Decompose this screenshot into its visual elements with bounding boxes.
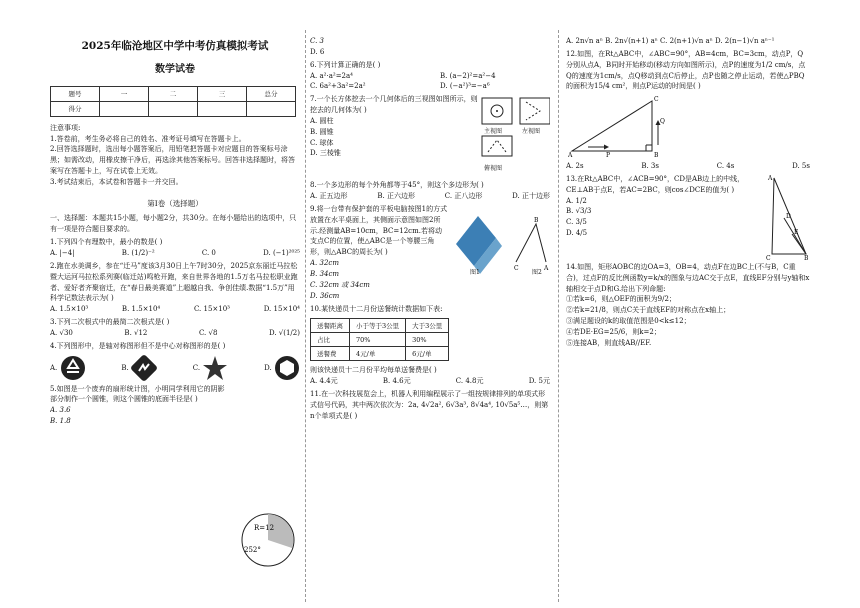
option: A. 32cm (310, 259, 339, 268)
question-1: 1.下列四个有理数中，最小的数是( ) (50, 238, 163, 247)
top-view-label: 俯视图 (484, 165, 503, 173)
svg-text:E: E (794, 228, 799, 236)
option: B. 正六边形 (377, 192, 415, 201)
question-14: 14.如图，矩形AOBC的边OA=3，OB=4，动点F在边BC上(不与B，C重合)，过点F的反比例函数y=k/x的图象与边AC交于点E，直线EF分别与y轴和x轴相交于点D和G.给出下列命题: (566, 262, 810, 293)
option: A. 正五边形 (310, 192, 348, 201)
statement-4: ④若DE·EG=25/6，则k=2； (566, 327, 661, 336)
option: D. (−a²)³=−a⁶ (440, 82, 490, 91)
option: A. 1.5×10³ (50, 305, 89, 314)
question-10-follow: 则该快递员十二月份平均每单送餐费是( ) (310, 366, 437, 375)
option: C. 15×10³ (193, 305, 230, 314)
option: C. 0 (201, 248, 216, 257)
option: B. 1.5×10⁴ (121, 305, 161, 314)
exam-title: 2025年临沧地区中学中考仿真模拟考试 (81, 40, 269, 52)
question-7: 7.一个长方体挖去一个几何体后的三视图如图所示，则挖去的几何体为( ) (310, 95, 478, 115)
question-11-options: A. 2n√n aⁿ B. 2n√(n+1) aⁿ C. 2(n+1)√n aⁿ D. 2(n−1)√n aⁿ⁻¹ (566, 37, 775, 45)
table-cell: 6元/单 (406, 347, 449, 361)
option: A. 2s (566, 162, 584, 171)
question-10-options (310, 376, 550, 387)
statement-5: ⑤连接AB，则直线AB//EF. (566, 338, 652, 347)
question-5: 5.如图是一个废弃的扇形统计图，小明同学利用它的阴影部分制作一个圆锥，则这个圆锥的底面半径是( ) (50, 384, 225, 404)
svg-text:Q: Q (660, 118, 665, 126)
svg-text:C: C (514, 264, 519, 272)
option: D. (−1)²⁰²⁵ (263, 248, 300, 257)
option: C. 4.8元 (455, 377, 484, 386)
svg-text:P: P (606, 152, 611, 158)
section-intro: 一、选择题：本题共15小题，每小题2分，共30分。在每小题给出的选项中，只有一项是符合题目要求的。 (50, 214, 297, 234)
option: A. |−4| (50, 248, 75, 257)
option: B. 34cm (310, 269, 340, 278)
option: B. (121, 355, 157, 381)
table-cell: 送餐费 (311, 347, 350, 361)
option: A. 4.4元 (310, 377, 338, 386)
notice-1: 1.答卷前，考生务必将自己的姓名、准考证号填写在答题卡上。 (50, 134, 246, 143)
score-row-cell (100, 101, 149, 116)
option: D. (264, 355, 300, 381)
svg-text:C: C (654, 96, 659, 104)
column-1 (50, 36, 300, 602)
option: D. 5s (792, 162, 810, 171)
question-3-options (50, 328, 300, 339)
option: B. (1/2)⁻² (121, 248, 155, 257)
question-6: 6.下列计算正确的是( ) (310, 60, 381, 69)
hexagon-circle-icon (274, 355, 300, 381)
question-12-options (566, 161, 810, 172)
question-11: 11.在一次科技展览会上，机器人利用编程展示了一组按规律排列的单项式形式信号代码，其中两次依次为：2a, 4√2a², 6√3a³, 8√4a⁴, 10√5a⁵…，则第n个单项式是( ) (310, 390, 549, 420)
option: B. 4.6元 (382, 377, 411, 386)
notice-title: 注意事项: (50, 123, 81, 132)
svg-text:A: A (544, 264, 549, 272)
question-12: 12.如图，在Rt△ABC中，∠ABC=90°，AB=4cm，BC=3cm，动点P，Q分别从点A，B同时开始移动(移动方向如图所示)，点P的速度为1/2 cm/s，点Q的速度为1cm/s，点Q移动到点C后停止，点P也随之停止运动，若使△PBQ的面积为15/4 cm²，则点P运动的时间是( ) (566, 49, 806, 91)
star-icon (202, 355, 228, 381)
notice-2: 2.回答选择题时，选出每小题答案后，用铅笔把答题卡对应题目的答案标号涂黑；如需改动，用橡皮擦干净后，再选涂其他答案标号。回答非选择题时，将答案写在答题卡上，写在试卷上无效。 (50, 145, 295, 176)
figure-1-label: 图1 (470, 268, 480, 276)
svg-text:B: B (534, 216, 539, 224)
statement-1: ①若k=6，则△OEF的面积为9/2； (566, 295, 676, 304)
option: D. 6 (310, 47, 325, 56)
option: A. √30 (50, 328, 73, 337)
option: B. 圆锥 (310, 127, 334, 136)
question-3: 3.下列二次根式中的最简二次根式是( ) (50, 318, 170, 327)
question-1-options (50, 248, 300, 259)
option: A. (50, 355, 86, 381)
option: C. (193, 355, 229, 381)
score-row-cell (247, 101, 296, 116)
option: D. 三棱锥 (310, 149, 341, 158)
table-cell: 30% (406, 333, 449, 347)
option: D. 正十边形 (512, 192, 550, 201)
score-row-cell: 得分 (51, 101, 100, 116)
notice-3: 3.考试结束后，本试卷和答题卡一并交回。 (50, 177, 183, 186)
score-head-cell: 二 (149, 86, 198, 101)
table-cell: 大于3公里 (406, 319, 449, 333)
warning-sign-icon (131, 355, 157, 381)
table-cell: 送餐距离 (311, 319, 350, 333)
question-8-options (310, 191, 550, 202)
column-divider-1 (305, 30, 306, 602)
option: B. 1.8 (50, 417, 71, 426)
sector-chart-figure (240, 512, 296, 568)
question-13-block (566, 174, 810, 260)
option: C. 3/5 (566, 218, 587, 227)
option: D. 36cm (310, 291, 340, 300)
column-2 (310, 36, 550, 602)
question-4: 4.下列图形中，是轴对称图形但不是中心对称图形的是( ) (50, 341, 226, 350)
question-2: 2.跑在水美调乡，参在“迁马”度该3月30日上午7时30分，2025京东丽迁马拉松暨大运河马拉松系列赛(临迁站)鸣枪开跑，来自世界各地的1.5万名马拉松职业跑者、爱好者齐聚宿迁，在“春日最美赛道”上超越自我、争创佳绩.数据“1.5万”用科学记数法表示为( ) (50, 261, 298, 303)
question-2-options (50, 304, 300, 315)
option: B. √12 (124, 328, 148, 337)
option: C. 32cm 或 34cm (310, 280, 370, 289)
statement-3: ③满足题设的k的取值范围是0<k≤12； (566, 317, 691, 326)
question-9: 9.将一台带有保护套的平板电脑按图1的方式放置在水平桌面上，其侧面示意图如图2所示.经测量AB=10cm，BC=12cm.若将动支点C的位置，使△ABC是一个等腰三角形，则△ABC的周长为( ) (310, 204, 448, 257)
question-6-options (310, 71, 550, 82)
angle-label: 252° (244, 546, 261, 554)
option: D. 15×10⁴ (263, 305, 300, 314)
option: B. (a−2)²=a²−4 (440, 71, 496, 80)
option: C. 4s (716, 162, 735, 171)
score-head-cell: 总分 (247, 86, 296, 101)
score-head-cell: 题号 (51, 86, 100, 101)
recycle-circle-icon (60, 355, 86, 381)
option: B. √3/3 (566, 207, 592, 216)
option: C. 3 (310, 37, 325, 45)
option: C. 6a²+3a²=2a² (310, 82, 366, 91)
figure-2-label: 图2 (532, 268, 542, 276)
front-view-label: 主视图 (484, 128, 503, 136)
score-table (50, 86, 296, 117)
statement-2: ②若k=21/8，则点C关于直线EF的对称点在x轴上； (566, 306, 731, 315)
tablet-figure (450, 204, 550, 276)
triangle-pq-figure (568, 95, 668, 157)
score-head-cell: 三 (198, 86, 247, 101)
delivery-table (310, 318, 449, 361)
question-12-block (566, 49, 810, 161)
option: A. a²·a²=2a⁴ (310, 71, 353, 80)
table-cell: 70% (350, 333, 406, 347)
side-view-label: 左视图 (522, 128, 541, 136)
svg-text:D: D (786, 212, 791, 220)
option: D. 4/5 (566, 229, 588, 238)
question-13: 13.在Rt△ABC中，∠ACB=90°，CD是AB边上的中线，CE⊥AB于点E，若AC=2BC，则cos∠DCE的值为( ) (566, 174, 745, 194)
option: C. 球体 (310, 138, 334, 147)
question-4-options (50, 355, 300, 381)
svg-text:A: A (568, 152, 573, 158)
score-row-cell (149, 101, 198, 116)
option: A. 圆柱 (310, 116, 334, 125)
column-divider-2 (558, 30, 559, 602)
svg-text:C: C (766, 254, 771, 260)
option: D. 5元 (528, 377, 550, 386)
column-3 (566, 36, 810, 602)
right-triangle-cd-figure (766, 174, 810, 260)
question-7-block (310, 94, 550, 173)
option: A. 3.6 (50, 406, 71, 415)
option: C. 正八边形 (444, 192, 483, 201)
table-cell: 占比 (311, 333, 350, 347)
question-8: 8.一个多边形的每个外角都等于45°，则这个多边形为( ) (310, 181, 484, 190)
svg-text:A: A (768, 174, 773, 182)
score-row-cell (198, 101, 247, 116)
question-6-options (310, 81, 550, 92)
svg-text:B: B (804, 254, 809, 260)
option: A. 1/2 (566, 196, 587, 205)
option: B. 3s (641, 162, 659, 171)
option: D. √(1/2) (268, 328, 300, 337)
table-cell: 4元/单 (350, 347, 406, 361)
svg-text:B: B (654, 152, 659, 158)
table-cell: 小于等于3公里 (350, 319, 406, 333)
score-head-cell: 一 (100, 86, 149, 101)
radius-label: R=12 (254, 524, 275, 532)
question-10: 10.某快递员十二月份送餐统计数据如下表: (310, 304, 443, 313)
section-heading: 第Ⅰ卷（选择题） (147, 198, 203, 208)
option: C. √8 (198, 328, 218, 337)
exam-subtitle: 数学试卷 (155, 64, 195, 76)
